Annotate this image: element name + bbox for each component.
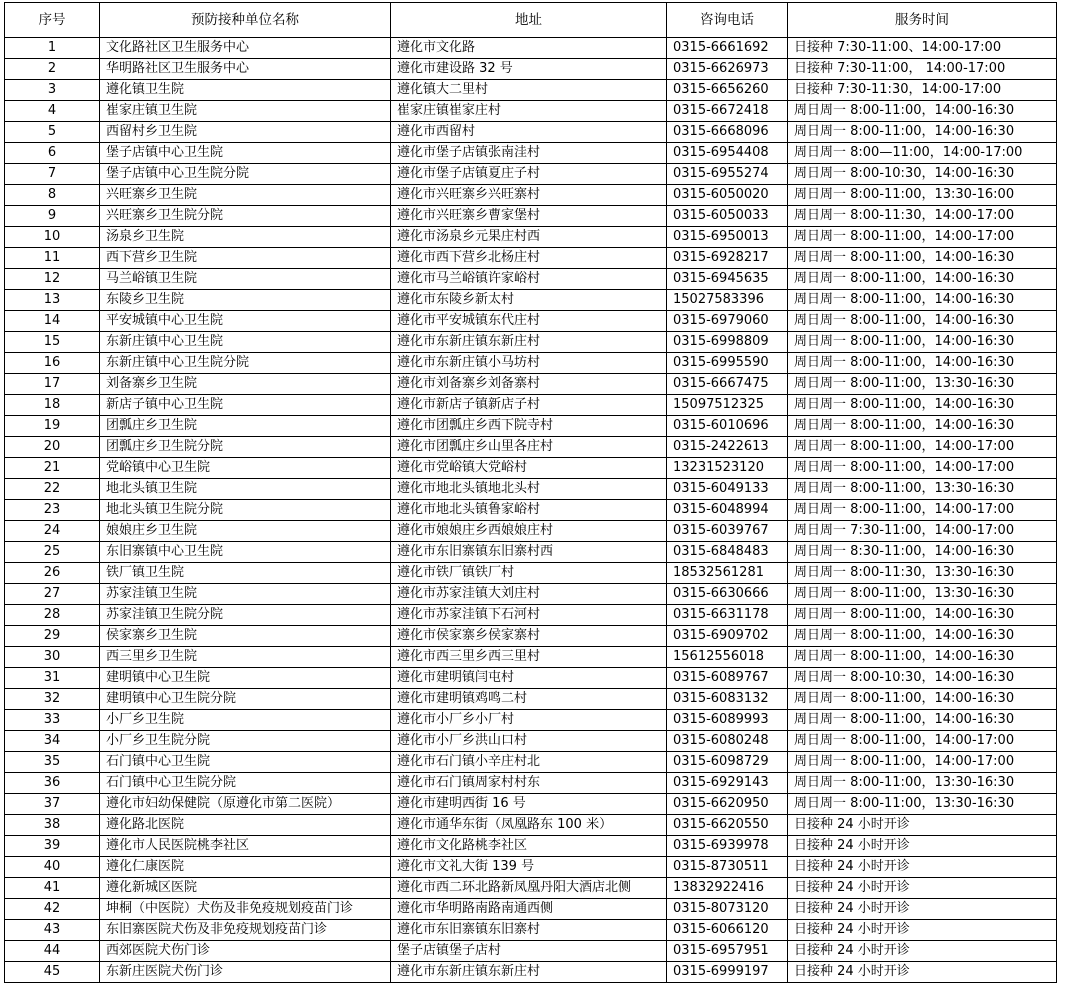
phone-cell: 0315-6080248 <box>667 731 788 752</box>
service-hours-cell: 周日周一 8:00-11:00，14:00-16:30 <box>788 689 1057 710</box>
phone-cell: 0315-6010696 <box>667 416 788 437</box>
table-row <box>5 521 1057 542</box>
serial-number-cell: 27 <box>5 584 100 605</box>
table-row <box>5 143 1057 164</box>
address-cell: 遵化市苏家洼镇下石河村 <box>391 605 667 626</box>
unit-name-cell: 东旧寨医院犬伤及非免疫规划疫苗门诊 <box>100 920 391 941</box>
phone-cell: 0315-6955274 <box>667 164 788 185</box>
unit-name-cell: 遵化市人民医院桃李社区 <box>100 836 391 857</box>
table-row <box>5 584 1057 605</box>
phone-cell: 0315-6620950 <box>667 794 788 815</box>
service-hours-cell: 周日周一 8:00-11:00，14:00-16:30 <box>788 248 1057 269</box>
unit-name-cell: 团瓢庄乡卫生院分院 <box>100 437 391 458</box>
service-hours-cell: 日接种 7:30-11:30，14:00-17:00 <box>788 80 1057 101</box>
table-row <box>5 227 1057 248</box>
phone-cell: 0315-2422613 <box>667 437 788 458</box>
phone-cell: 0315-6089993 <box>667 710 788 731</box>
phone-cell: 13832922416 <box>667 878 788 899</box>
address-cell: 遵化市华明路南路南通西侧 <box>391 899 667 920</box>
address-cell: 遵化市西三里乡西三里村 <box>391 647 667 668</box>
unit-name-cell: 文化路社区卫生服务中心 <box>100 38 391 59</box>
unit-name-cell: 堡子店镇中心卫生院 <box>100 143 391 164</box>
serial-number-cell: 8 <box>5 185 100 206</box>
serial-number-cell: 17 <box>5 374 100 395</box>
address-cell: 遵化市地北头镇地北头村 <box>391 479 667 500</box>
phone-cell: 0315-6048994 <box>667 500 788 521</box>
serial-number-cell: 20 <box>5 437 100 458</box>
serial-number-cell: 42 <box>5 899 100 920</box>
unit-name-cell: 建明镇中心卫生院分院 <box>100 689 391 710</box>
address-cell: 遵化市团瓢庄乡西下院寺村 <box>391 416 667 437</box>
service-hours-cell: 周日周一 8:00-11:00，14:00-16:30 <box>788 122 1057 143</box>
address-cell: 遵化市石门镇周家村村东 <box>391 773 667 794</box>
serial-number-cell: 18 <box>5 395 100 416</box>
address-cell: 遵化市平安城镇东代庄村 <box>391 311 667 332</box>
table-row <box>5 458 1057 479</box>
table-row <box>5 731 1057 752</box>
service-hours-cell: 日接种 7:30-11:00、14:00-17:00 <box>788 38 1057 59</box>
phone-cell: 0315-6848483 <box>667 542 788 563</box>
service-hours-cell: 日接种 24 小时开诊 <box>788 836 1057 857</box>
header-address: 地址 <box>391 3 667 38</box>
phone-cell: 0315-6999197 <box>667 962 788 983</box>
service-hours-cell: 周日周一 8:00-11:00，14:00-16:30 <box>788 605 1057 626</box>
phone-cell: 0315-6667475 <box>667 374 788 395</box>
phone-cell: 0315-6049133 <box>667 479 788 500</box>
header-phone: 咨询电话 <box>667 3 788 38</box>
phone-cell: 0315-6672418 <box>667 101 788 122</box>
service-hours-cell: 周日周一 8:00-10:30，14:00-16:30 <box>788 668 1057 689</box>
phone-cell: 0315-6626973 <box>667 59 788 80</box>
unit-name-cell: 西下营乡卫生院 <box>100 248 391 269</box>
serial-number-cell: 21 <box>5 458 100 479</box>
table-row <box>5 395 1057 416</box>
address-cell: 遵化市东旧寨镇东旧寨村 <box>391 920 667 941</box>
table-row <box>5 794 1057 815</box>
serial-number-cell: 34 <box>5 731 100 752</box>
address-cell: 遵化市地北头镇鲁家峪村 <box>391 500 667 521</box>
table-row <box>5 647 1057 668</box>
service-hours-cell: 日接种 24 小时开诊 <box>788 962 1057 983</box>
phone-cell: 0315-6995590 <box>667 353 788 374</box>
header-unit-name: 预防接种单位名称 <box>100 3 391 38</box>
unit-name-cell: 东新庄镇中心卫生院分院 <box>100 353 391 374</box>
table-row <box>5 59 1057 80</box>
table-row <box>5 542 1057 563</box>
serial-number-cell: 25 <box>5 542 100 563</box>
table-row <box>5 815 1057 836</box>
phone-cell: 0315-6098729 <box>667 752 788 773</box>
unit-name-cell: 东新庄医院犬伤门诊 <box>100 962 391 983</box>
address-cell: 遵化市苏家洼镇大刘庄村 <box>391 584 667 605</box>
table-row <box>5 374 1057 395</box>
unit-name-cell: 堡子店镇中心卫生院分院 <box>100 164 391 185</box>
table-row <box>5 899 1057 920</box>
header-serial-number: 序号 <box>5 3 100 38</box>
unit-name-cell: 地北头镇卫生院 <box>100 479 391 500</box>
unit-name-cell: 石门镇中心卫生院 <box>100 752 391 773</box>
address-cell: 遵化市石门镇小辛庄村北 <box>391 752 667 773</box>
unit-name-cell: 兴旺寨乡卫生院分院 <box>100 206 391 227</box>
unit-name-cell: 坤桐（中医院）犬伤及非免疫规划疫苗门诊 <box>100 899 391 920</box>
unit-name-cell: 马兰峪镇卫生院 <box>100 269 391 290</box>
address-cell: 遵化镇大二里村 <box>391 80 667 101</box>
address-cell: 遵化市建明镇闫屯村 <box>391 668 667 689</box>
table-row <box>5 836 1057 857</box>
address-cell: 遵化市娘娘庄乡西娘娘庄村 <box>391 521 667 542</box>
serial-number-cell: 32 <box>5 689 100 710</box>
serial-number-cell: 23 <box>5 500 100 521</box>
address-cell: 遵化市文化路 <box>391 38 667 59</box>
phone-cell: 0315-6939978 <box>667 836 788 857</box>
phone-cell: 0315-6979060 <box>667 311 788 332</box>
serial-number-cell: 26 <box>5 563 100 584</box>
address-cell: 遵化市小厂乡洪山口村 <box>391 731 667 752</box>
unit-name-cell: 汤泉乡卫生院 <box>100 227 391 248</box>
serial-number-cell: 38 <box>5 815 100 836</box>
serial-number-cell: 36 <box>5 773 100 794</box>
phone-cell: 0315-6668096 <box>667 122 788 143</box>
unit-name-cell: 新店子镇中心卫生院 <box>100 395 391 416</box>
serial-number-cell: 45 <box>5 962 100 983</box>
header-service-hours: 服务时间 <box>788 3 1057 38</box>
serial-number-cell: 13 <box>5 290 100 311</box>
address-cell: 遵化市马兰峪镇许家峪村 <box>391 269 667 290</box>
phone-cell: 0315-6050020 <box>667 185 788 206</box>
table-row <box>5 101 1057 122</box>
service-hours-cell: 周日周一 8:00-11:00，14:00-17:00 <box>788 437 1057 458</box>
serial-number-cell: 7 <box>5 164 100 185</box>
address-cell: 遵化市堡子店镇夏庄子村 <box>391 164 667 185</box>
address-cell: 遵化市西下营乡北杨庄村 <box>391 248 667 269</box>
serial-number-cell: 6 <box>5 143 100 164</box>
unit-name-cell: 苏家洼镇卫生院 <box>100 584 391 605</box>
address-cell: 遵化市文礼大街 139 号 <box>391 857 667 878</box>
unit-name-cell: 东旧寨镇中心卫生院 <box>100 542 391 563</box>
service-hours-cell: 周日周一 8:00-11:00，14:00-16:30 <box>788 353 1057 374</box>
table-row <box>5 353 1057 374</box>
unit-name-cell: 铁厂镇卫生院 <box>100 563 391 584</box>
address-cell: 遵化市团瓢庄乡山里各庄村 <box>391 437 667 458</box>
table-row <box>5 437 1057 458</box>
serial-number-cell: 28 <box>5 605 100 626</box>
serial-number-cell: 22 <box>5 479 100 500</box>
service-hours-cell: 周日周一 8:00-11:00，14:00-16:30 <box>788 416 1057 437</box>
unit-name-cell: 遵化新城区医院 <box>100 878 391 899</box>
table-row <box>5 80 1057 101</box>
table-row <box>5 878 1057 899</box>
phone-cell: 15027583396 <box>667 290 788 311</box>
serial-number-cell: 12 <box>5 269 100 290</box>
table-row <box>5 164 1057 185</box>
service-hours-cell: 周日周一 8:30-11:00，14:00-16:30 <box>788 542 1057 563</box>
table-row <box>5 38 1057 59</box>
table-row <box>5 416 1057 437</box>
address-cell: 遵化市建明西街 16 号 <box>391 794 667 815</box>
service-hours-cell: 周日周一 8:00-11:00，14:00-17:00 <box>788 458 1057 479</box>
serial-number-cell: 2 <box>5 59 100 80</box>
address-cell: 遵化市东新庄镇东新庄村 <box>391 332 667 353</box>
table-row <box>5 206 1057 227</box>
service-hours-cell: 周日周一 7:30-11:00，14:00-17:00 <box>788 521 1057 542</box>
service-hours-cell: 日接种 24 小时开诊 <box>788 941 1057 962</box>
phone-cell: 0315-6954408 <box>667 143 788 164</box>
address-cell: 遵化市堡子店镇张南洼村 <box>391 143 667 164</box>
unit-name-cell: 苏家洼镇卫生院分院 <box>100 605 391 626</box>
service-hours-cell: 周日周一 8:00-11:00，14:00-16:30 <box>788 647 1057 668</box>
unit-name-cell: 地北头镇卫生院分院 <box>100 500 391 521</box>
unit-name-cell: 建明镇中心卫生院 <box>100 668 391 689</box>
table-row <box>5 920 1057 941</box>
phone-cell: 0315-6083132 <box>667 689 788 710</box>
service-hours-cell: 周日周一 8:00-11:00，14:00-16:30 <box>788 311 1057 332</box>
table-row <box>5 962 1057 983</box>
service-hours-cell: 周日周一 8:00-11:00，13:30-16:30 <box>788 584 1057 605</box>
service-hours-cell: 周日周一 8:00-11:00，13:30-16:30 <box>788 773 1057 794</box>
phone-cell: 0315-8730511 <box>667 857 788 878</box>
address-cell: 遵化市东陵乡新太村 <box>391 290 667 311</box>
phone-cell: 0315-6929143 <box>667 773 788 794</box>
serial-number-cell: 31 <box>5 668 100 689</box>
address-cell: 堡子店镇堡子店村 <box>391 941 667 962</box>
table-row <box>5 668 1057 689</box>
table-row <box>5 185 1057 206</box>
address-cell: 遵化市兴旺寨乡兴旺寨村 <box>391 185 667 206</box>
table-row <box>5 311 1057 332</box>
serial-number-cell: 14 <box>5 311 100 332</box>
address-cell: 遵化市西留村 <box>391 122 667 143</box>
address-cell: 遵化市通华东街（凤凰路东 100 米） <box>391 815 667 836</box>
phone-cell: 15612556018 <box>667 647 788 668</box>
vaccination-sites-table <box>4 2 1057 983</box>
unit-name-cell: 娘娘庄乡卫生院 <box>100 521 391 542</box>
unit-name-cell: 西留村乡卫生院 <box>100 122 391 143</box>
unit-name-cell: 刘备寨乡卫生院 <box>100 374 391 395</box>
table-row <box>5 689 1057 710</box>
table-row <box>5 563 1057 584</box>
service-hours-cell: 日接种 24 小时开诊 <box>788 878 1057 899</box>
phone-cell: 0315-6089767 <box>667 668 788 689</box>
unit-name-cell: 党峪镇中心卫生院 <box>100 458 391 479</box>
unit-name-cell: 平安城镇中心卫生院 <box>100 311 391 332</box>
serial-number-cell: 1 <box>5 38 100 59</box>
service-hours-cell: 日接种 24 小时开诊 <box>788 899 1057 920</box>
address-cell: 遵化市建设路 32 号 <box>391 59 667 80</box>
unit-name-cell: 华明路社区卫生服务中心 <box>100 59 391 80</box>
unit-name-cell: 西郊医院犬伤门诊 <box>100 941 391 962</box>
address-cell: 遵化市兴旺寨乡曹家堡村 <box>391 206 667 227</box>
service-hours-cell: 周日周一 8:00-11:00，14:00-16:30 <box>788 269 1057 290</box>
table-row <box>5 773 1057 794</box>
phone-cell: 0315-6928217 <box>667 248 788 269</box>
serial-number-cell: 33 <box>5 710 100 731</box>
serial-number-cell: 29 <box>5 626 100 647</box>
unit-name-cell: 小厂乡卫生院分院 <box>100 731 391 752</box>
table-row <box>5 248 1057 269</box>
unit-name-cell: 遵化仁康医院 <box>100 857 391 878</box>
serial-number-cell: 15 <box>5 332 100 353</box>
serial-number-cell: 16 <box>5 353 100 374</box>
service-hours-cell: 周日周一 8:00-11:30，13:30-16:30 <box>788 563 1057 584</box>
serial-number-cell: 37 <box>5 794 100 815</box>
phone-cell: 0315-8073120 <box>667 899 788 920</box>
phone-cell: 0315-6661692 <box>667 38 788 59</box>
address-cell: 遵化市刘备寨乡刘备寨村 <box>391 374 667 395</box>
serial-number-cell: 39 <box>5 836 100 857</box>
phone-cell: 0315-6656260 <box>667 80 788 101</box>
phone-cell: 15097512325 <box>667 395 788 416</box>
phone-cell: 18532561281 <box>667 563 788 584</box>
service-hours-cell: 日接种 24 小时开诊 <box>788 815 1057 836</box>
unit-name-cell: 团瓢庄乡卫生院 <box>100 416 391 437</box>
table-row <box>5 479 1057 500</box>
serial-number-cell: 44 <box>5 941 100 962</box>
phone-cell: 0315-6631178 <box>667 605 788 626</box>
serial-number-cell: 40 <box>5 857 100 878</box>
service-hours-cell: 日接种 7:30-11:00， 14:00-17:00 <box>788 59 1057 80</box>
phone-cell: 0315-6620550 <box>667 815 788 836</box>
table-row <box>5 122 1057 143</box>
table-row <box>5 710 1057 731</box>
header-row <box>5 3 1057 38</box>
unit-name-cell: 东新庄镇中心卫生院 <box>100 332 391 353</box>
address-cell: 遵化市小厂乡小厂村 <box>391 710 667 731</box>
service-hours-cell: 周日周一 8:00-11:00，14:00-17:00 <box>788 227 1057 248</box>
service-hours-cell: 周日周一 8:00-11:00，14:00-16:30 <box>788 101 1057 122</box>
phone-cell: 0315-6039767 <box>667 521 788 542</box>
serial-number-cell: 5 <box>5 122 100 143</box>
address-cell: 遵化市西二环北路新凤凰丹阳大酒店北侧 <box>391 878 667 899</box>
serial-number-cell: 11 <box>5 248 100 269</box>
unit-name-cell: 侯家寨乡卫生院 <box>100 626 391 647</box>
serial-number-cell: 19 <box>5 416 100 437</box>
address-cell: 遵化市文化路桃李社区 <box>391 836 667 857</box>
phone-cell: 0315-6950013 <box>667 227 788 248</box>
unit-name-cell: 东陵乡卫生院 <box>100 290 391 311</box>
table-row <box>5 752 1057 773</box>
serial-number-cell: 4 <box>5 101 100 122</box>
service-hours-cell: 周日周一 8:00-11:00，14:00-16:30 <box>788 710 1057 731</box>
unit-name-cell: 遵化路北医院 <box>100 815 391 836</box>
service-hours-cell: 日接种 24 小时开诊 <box>788 920 1057 941</box>
table-row <box>5 857 1057 878</box>
unit-name-cell: 遵化镇卫生院 <box>100 80 391 101</box>
serial-number-cell: 3 <box>5 80 100 101</box>
address-cell: 遵化市东新庄镇东新庄村 <box>391 962 667 983</box>
service-hours-cell: 周日周一 8:00-11:00，14:00-16:30 <box>788 332 1057 353</box>
table-row <box>5 500 1057 521</box>
phone-cell: 0315-6957951 <box>667 941 788 962</box>
unit-name-cell: 石门镇中心卫生院分院 <box>100 773 391 794</box>
table-row <box>5 290 1057 311</box>
service-hours-cell: 日接种 24 小时开诊 <box>788 857 1057 878</box>
service-hours-cell: 周日周一 8:00-11:00，14:00-16:30 <box>788 395 1057 416</box>
unit-name-cell: 小厂乡卫生院 <box>100 710 391 731</box>
service-hours-cell: 周日周一 8:00-11:00，13:30-16:30 <box>788 479 1057 500</box>
address-cell: 遵化市铁厂镇铁厂村 <box>391 563 667 584</box>
address-cell: 遵化市新店子镇新店子村 <box>391 395 667 416</box>
table-row <box>5 626 1057 647</box>
address-cell: 遵化市党峪镇大党峪村 <box>391 458 667 479</box>
phone-cell: 13231523120 <box>667 458 788 479</box>
address-cell: 遵化市侯家寨乡侯家寨村 <box>391 626 667 647</box>
address-cell: 遵化市东旧寨镇东旧寨村西 <box>391 542 667 563</box>
address-cell: 遵化市东新庄镇小马坊村 <box>391 353 667 374</box>
service-hours-cell: 周日周一 8:00-11:00，14:00-17:00 <box>788 500 1057 521</box>
phone-cell: 0315-6998809 <box>667 332 788 353</box>
service-hours-cell: 周日周一 8:00-11:00，14:00-17:00 <box>788 752 1057 773</box>
table-row <box>5 605 1057 626</box>
serial-number-cell: 30 <box>5 647 100 668</box>
phone-cell: 0315-6945635 <box>667 269 788 290</box>
unit-name-cell: 兴旺寨乡卫生院 <box>100 185 391 206</box>
serial-number-cell: 9 <box>5 206 100 227</box>
serial-number-cell: 24 <box>5 521 100 542</box>
table-row <box>5 941 1057 962</box>
service-hours-cell: 周日周一 8:00-11:00，14:00-16:30 <box>788 290 1057 311</box>
phone-cell: 0315-6909702 <box>667 626 788 647</box>
table-row <box>5 269 1057 290</box>
table-row <box>5 332 1057 353</box>
service-hours-cell: 周日周一 8:00-11:00，14:00-17:00 <box>788 731 1057 752</box>
address-cell: 遵化市建明镇鸡鸣二村 <box>391 689 667 710</box>
service-hours-cell: 周日周一 8:00—11:00，14:00-17:00 <box>788 143 1057 164</box>
serial-number-cell: 35 <box>5 752 100 773</box>
service-hours-cell: 周日周一 8:00-11:00，14:00-16:30 <box>788 626 1057 647</box>
phone-cell: 0315-6630666 <box>667 584 788 605</box>
serial-number-cell: 10 <box>5 227 100 248</box>
unit-name-cell: 崔家庄镇卫生院 <box>100 101 391 122</box>
service-hours-cell: 周日周一 8:00-11:00，13:30-16:30 <box>788 794 1057 815</box>
address-cell: 遵化市汤泉乡元果庄村西 <box>391 227 667 248</box>
phone-cell: 0315-6050033 <box>667 206 788 227</box>
service-hours-cell: 周日周一 8:00-10:30，14:00-16:30 <box>788 164 1057 185</box>
address-cell: 崔家庄镇崔家庄村 <box>391 101 667 122</box>
serial-number-cell: 41 <box>5 878 100 899</box>
service-hours-cell: 周日周一 8:00-11:30，14:00-17:00 <box>788 206 1057 227</box>
service-hours-cell: 周日周一 8:00-11:00，13:30-16:00 <box>788 185 1057 206</box>
service-hours-cell: 周日周一 8:00-11:00，13:30-16:30 <box>788 374 1057 395</box>
serial-number-cell: 43 <box>5 920 100 941</box>
unit-name-cell: 西三里乡卫生院 <box>100 647 391 668</box>
phone-cell: 0315-6066120 <box>667 920 788 941</box>
unit-name-cell: 遵化市妇幼保健院（原遵化市第二医院） <box>100 794 391 815</box>
